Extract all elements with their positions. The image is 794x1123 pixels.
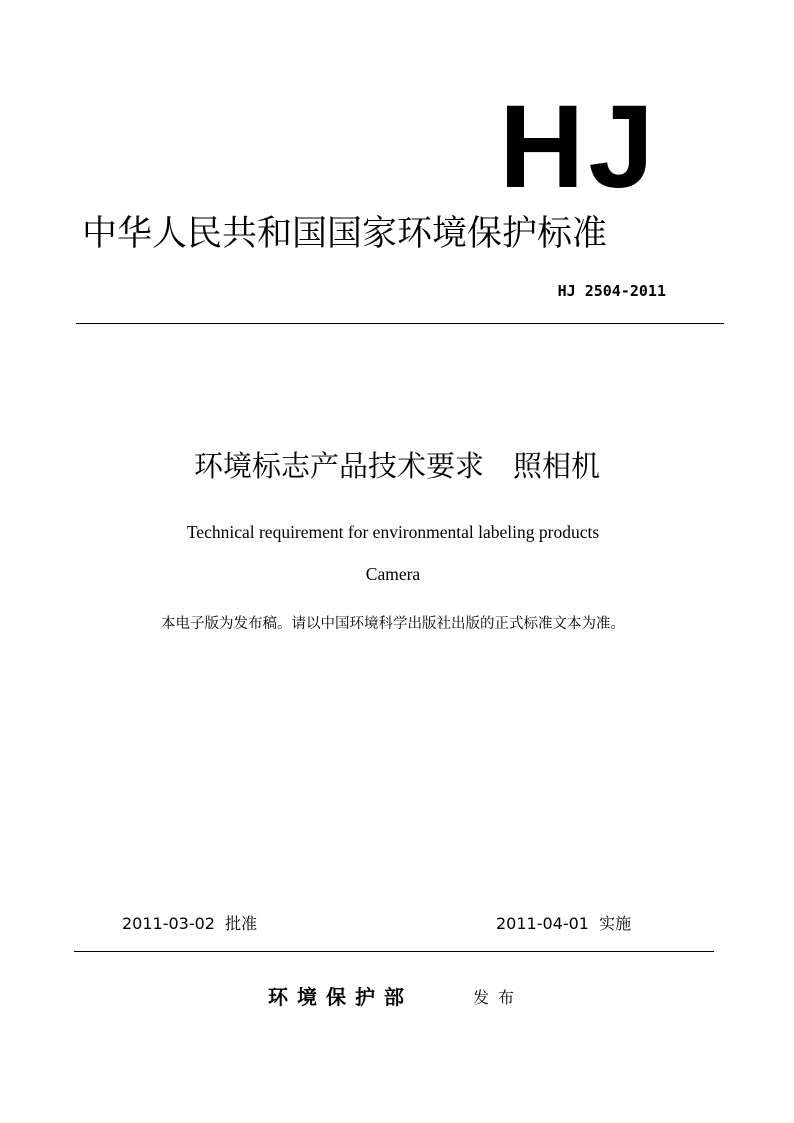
top-divider [76,323,724,324]
document-title-chinese: 环境标志产品技术要求 照相机 [193,449,600,483]
document-subtitle-english: Camera [365,564,421,584]
hj-logo: HJ [499,81,658,213]
publisher-name: 环境保护部 [268,985,413,1009]
bottom-divider [74,951,714,952]
approval-date: 2011-03-02 批准 [122,914,258,933]
standard-body-title: 中华人民共和国国家环境保护标准 [82,214,608,254]
effective-date: 2011-04-01 实施 [496,914,632,933]
standard-number: HJ 2504-2011 [557,282,666,300]
electronic-version-note: 本电子版为发布稿。请以中国环境科学出版社出版的正式标准文本为准。 [161,616,625,632]
publish-label: 发布 [473,988,524,1007]
document-title-english: Technical requirement for environmental labeling products [186,522,600,542]
